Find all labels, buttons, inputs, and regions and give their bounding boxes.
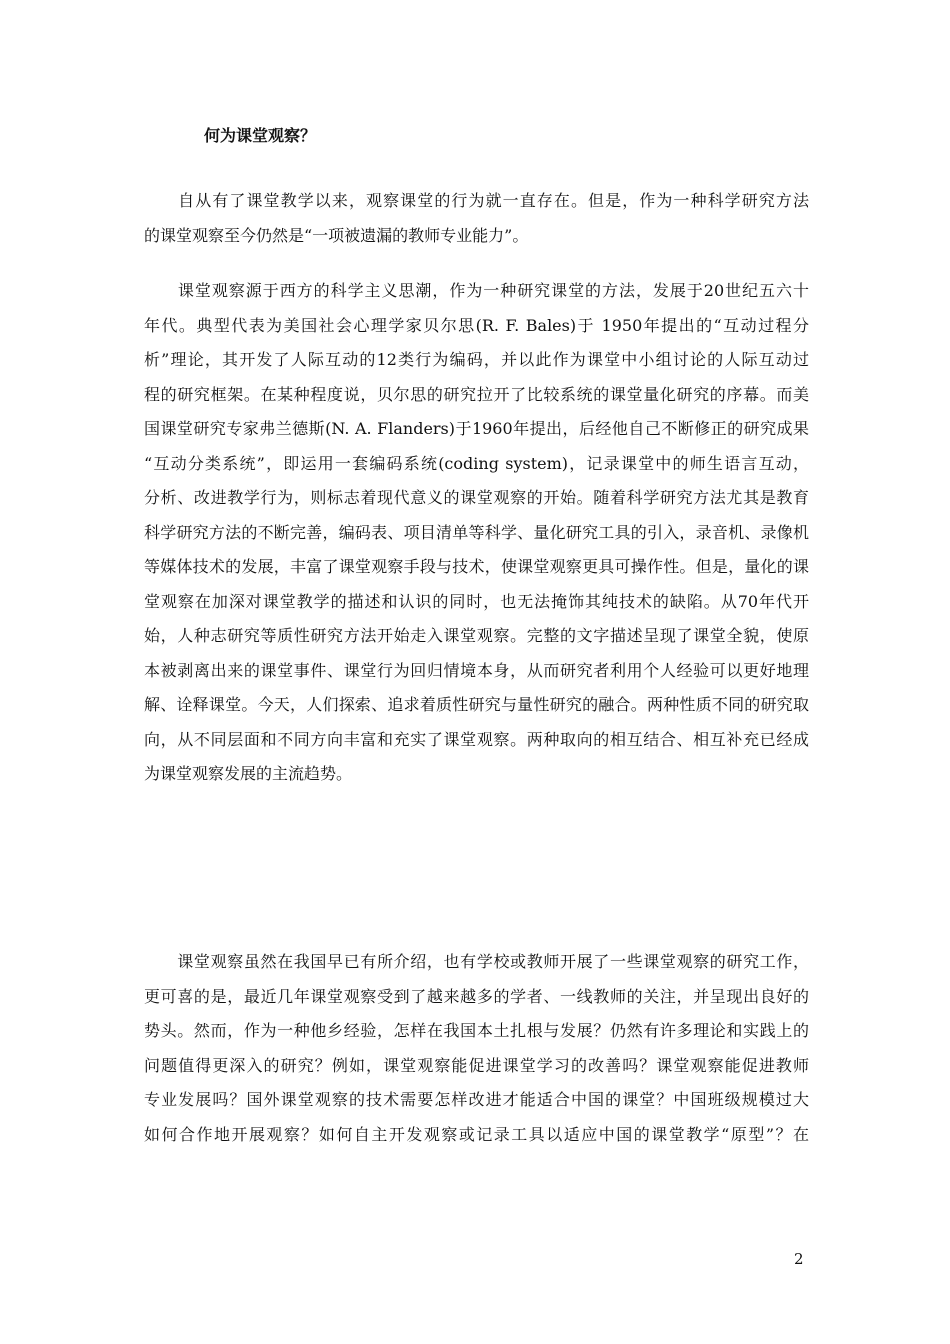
text-line: 问题值得更深入的研究？例如，课堂观察能促进课堂学习的改善吗？课堂观察能促进教师: [144, 1055, 809, 1075]
paragraph-intro: [144, 184, 809, 253]
text-line: 向，从不同层面和不同方向丰富和充实了课堂观察。两种取向的相互结合、相互补充已经成: [144, 729, 809, 749]
text-line: 解、诠释课堂。今天，人们探索、追求着质性研究与量性研究的融合。两种性质不同的研究取: [144, 695, 809, 714]
text-line: 更可喜的是，最近几年课堂观察受到了越来越多的学者、一线教师的关注，并呈现出良好的: [144, 986, 809, 1006]
text-line: 析”理论，其开发了人际互动的12类行为编码，并以此作为课堂中小组讨论的人际互动过: [144, 350, 809, 369]
text-line: 始，人种志研究等质性研究方法开始走入课堂观察。完整的文字描述呈现了课堂全貌，使原: [144, 626, 809, 645]
text-line: 课堂观察虽然在我国早已有所介绍，也有学校或教师开展了一些课堂观察的研究工作，: [144, 952, 809, 971]
text-line: 分析、改进教学行为，则标志着现代意义的课堂观察的开始。随着科学研究方法尤其是教育: [144, 488, 809, 507]
text-line: 科学研究方法的不断完善，编码表、项目清单等科学、量化研究工具的引入，录音机、录像机: [144, 522, 809, 542]
paragraph-china: [144, 945, 809, 1152]
text-line: 为课堂观察发展的主流趋势。: [144, 764, 353, 783]
text-line: 如何合作地开展观察？如何自主开发观察或记录工具以适应中国的课堂教学“原型”？在: [144, 1124, 809, 1144]
text-line: 国课堂研究专家弗兰德斯(N. A. Flanders)于1960年提出，后经他自己不断修正的研究成果: [144, 419, 809, 438]
text-line: 本被剥离出来的课堂事件、课堂行为回归情境本身，从而研究者利用个人经验可以更好地理: [144, 660, 809, 680]
text-line: 堂观察在加深对课堂教学的描述和认识的同时，也无法掩饰其纯技术的缺陷。从70年代开: [144, 591, 809, 611]
text-line: 自从有了课堂教学以来，观察课堂的行为就一直存在。但是，作为一种科学研究方法: [144, 191, 809, 210]
text-line: “互动分类系统”，即运用一套编码系统(coding system)，记录课堂中的师生语言互动，: [144, 453, 809, 473]
text-line: 的课堂观察至今仍然是“一项被遗漏的教师专业能力”。: [144, 225, 529, 245]
text-line: 势头。然而，作为一种他乡经验，怎样在我国本土扎根与发展？仍然有许多理论和实践上的: [144, 1021, 809, 1040]
text-line: 年代。典型代表为美国社会心理学家贝尔思(R. F. Bales)于 1950年提出的“互动过程分: [144, 315, 809, 335]
text-line: 课堂观察源于西方的科学主义思潮，作为一种研究课堂的方法，发展于20世纪五六十: [144, 281, 809, 300]
page-number: 2: [794, 1250, 804, 1268]
text-line: 程的研究框架。在某种程度说，贝尔思的研究拉开了比较系统的课堂量化研究的序幕。而美: [144, 384, 809, 404]
section-heading: 何为课堂观察？: [204, 126, 317, 145]
text-line: 专业发展吗？国外课堂观察的技术需要怎样改进才能适合中国的课堂？中国班级规模过大: [144, 1090, 809, 1109]
text-line: 等媒体技术的发展，丰富了课堂观察手段与技术，使课堂观察更具可操作性。但是，量化的课: [144, 557, 809, 576]
paragraph-history: [144, 274, 809, 792]
